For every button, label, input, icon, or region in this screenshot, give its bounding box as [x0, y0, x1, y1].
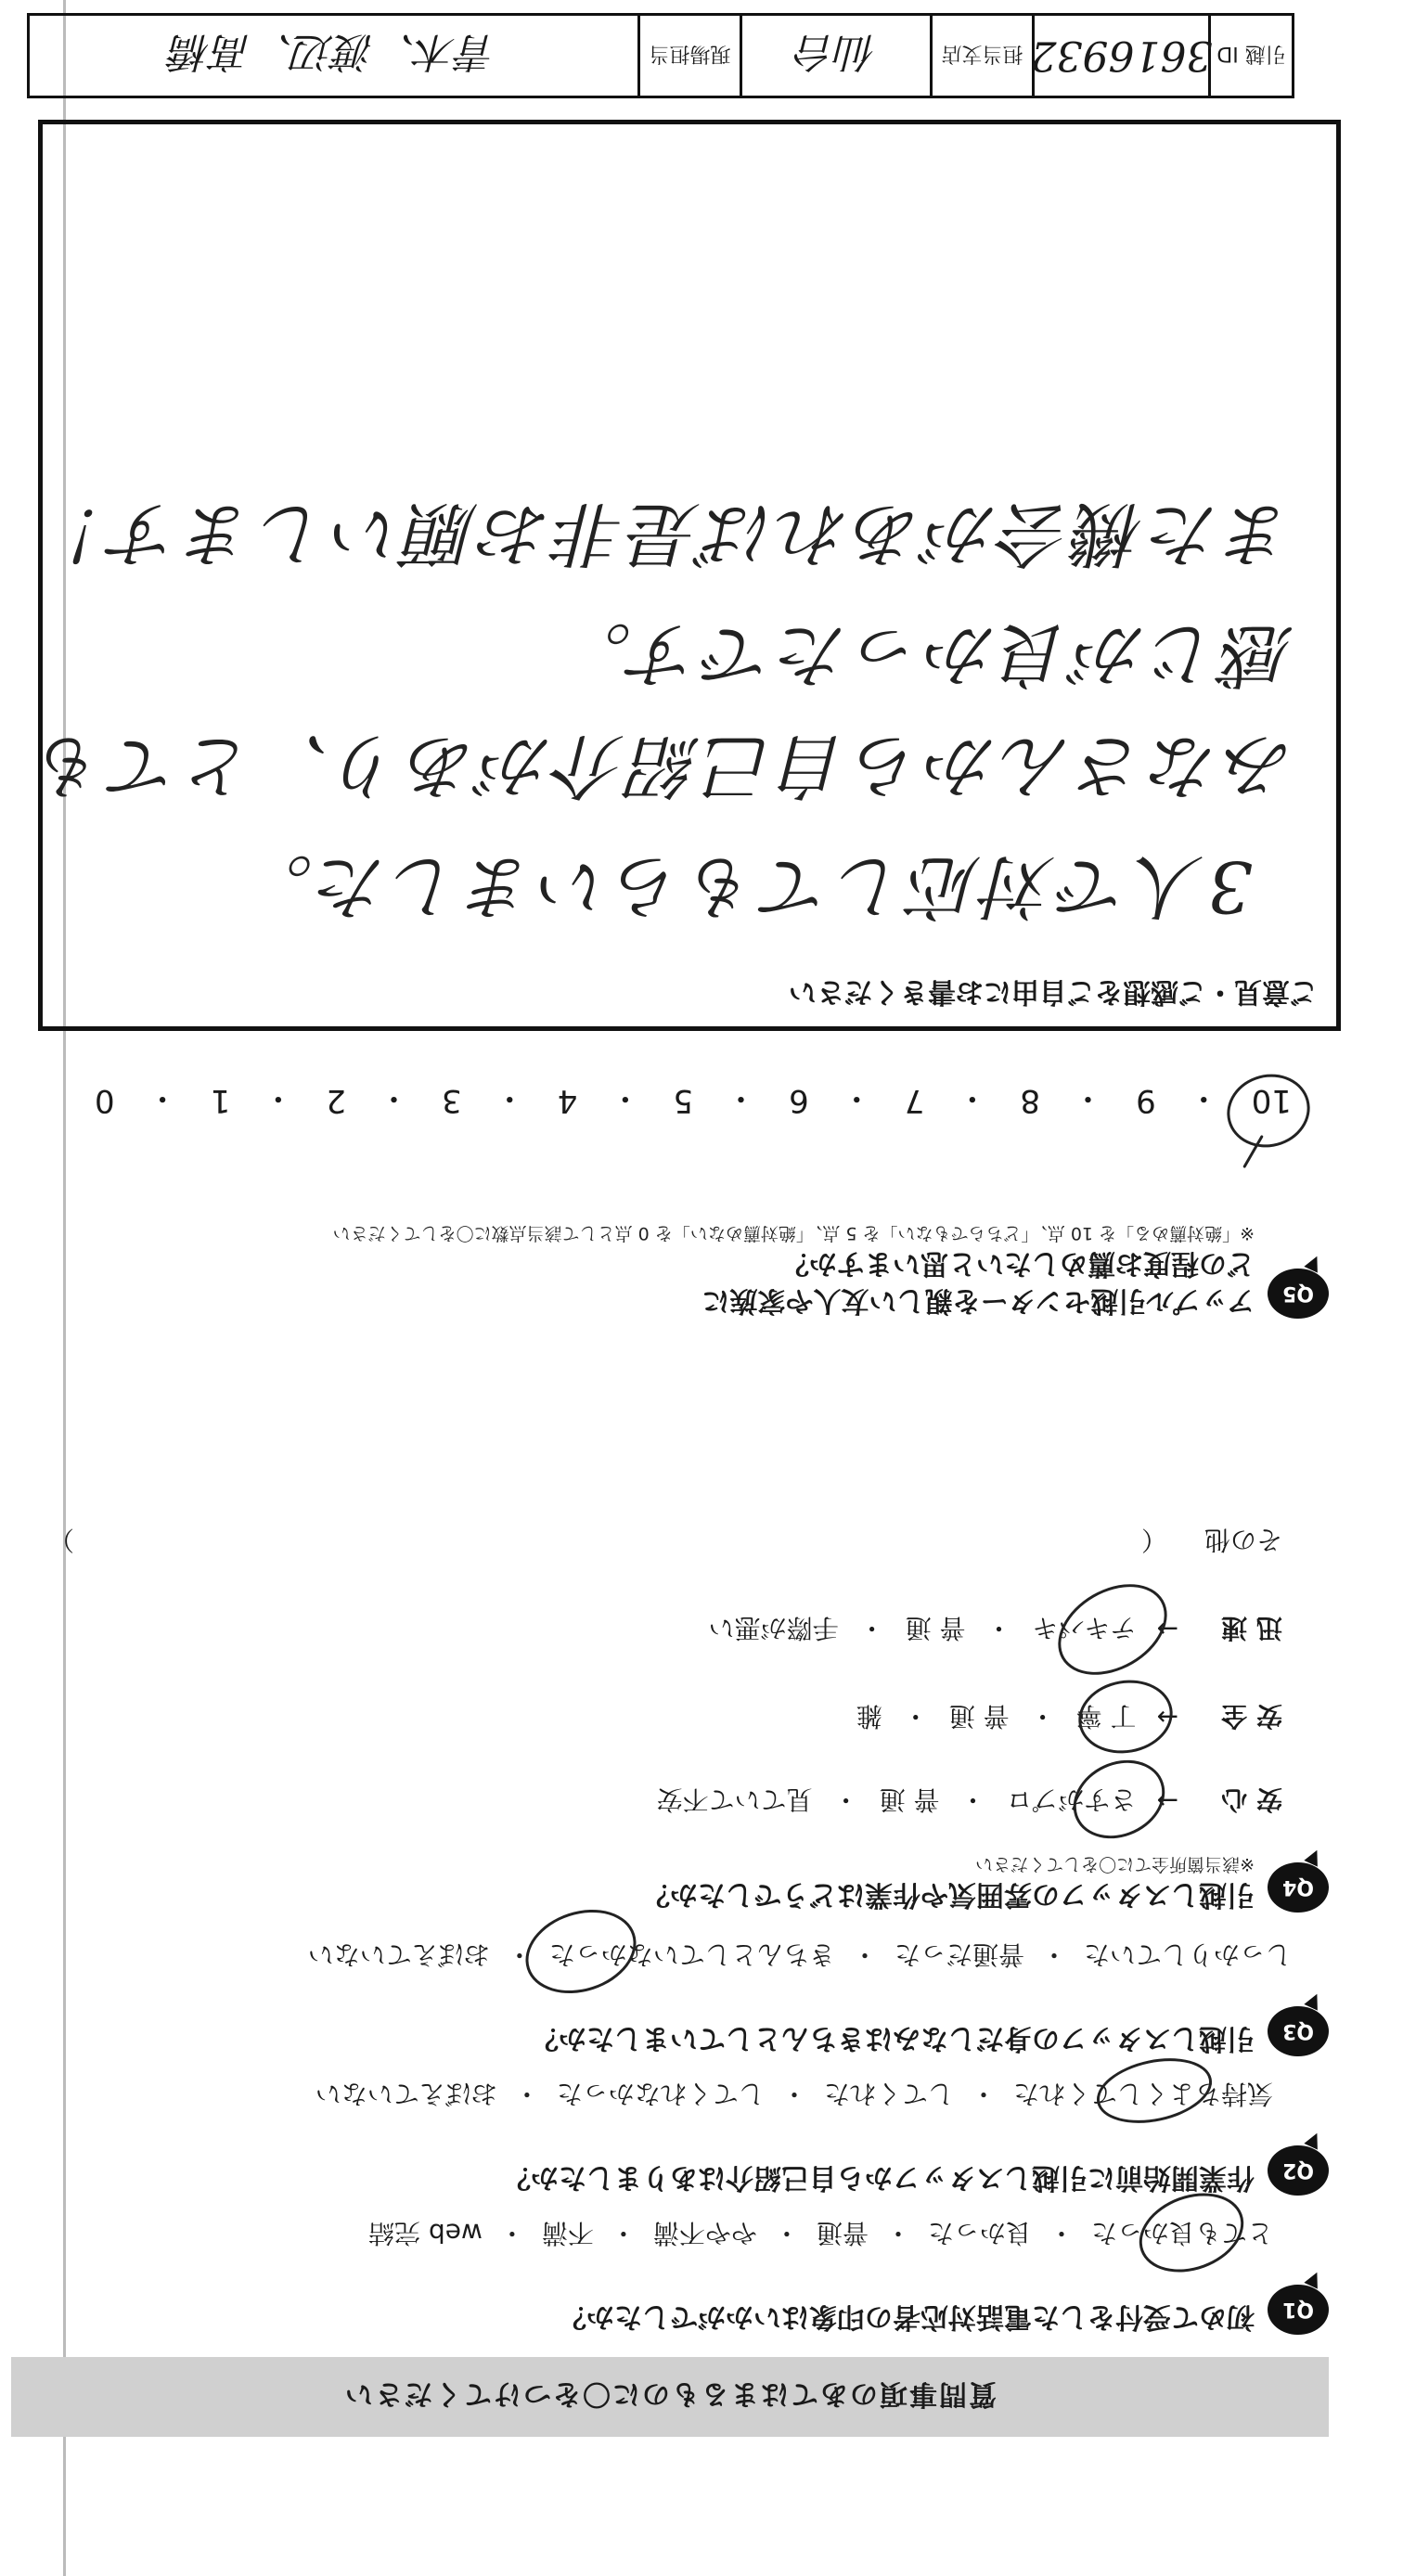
q4-jinsoku-mark [1042, 1565, 1183, 1693]
comment-title: ご意見・ご感想をご自由にお書きください [789, 975, 1318, 1008]
q4-row-jinsoku: 迅 速 → テキパキ ・ 普 通 ・ 手際が悪い [709, 1611, 1282, 1648]
q4-option[interactable]: 雑 [856, 1701, 882, 1732]
q4-option[interactable]: さすがプロ [1006, 1784, 1137, 1815]
q5-text-line2: どの程度お薦めしたいと思いますか？ [781, 1247, 1255, 1280]
q3-option-2[interactable]: 普通だった [894, 1939, 1024, 1970]
scale-4[interactable]: 4 [557, 1082, 578, 1120]
q4-option[interactable]: 普 通 [948, 1701, 1010, 1732]
q4-row-label: 安 心 [1221, 1784, 1282, 1815]
q4-other-open: （ [1140, 1525, 1167, 1555]
q1-options: とても良かった ・ 良かった ・ 普通 ・ やや不満 ・ 不満 ・ web 完結 [368, 2216, 1273, 2253]
staff-label: 現場担当 [649, 42, 731, 66]
comment-line-3: 感じが良かったです。 [558, 613, 1294, 696]
q5-note: ※「絶対薦める」を 10 点、「どちらでもない」を 5 点、「絶対薦めない」を 0 点として該当点数に〇をしてください [332, 1223, 1255, 1243]
q4-row-label: 迅 速 [1221, 1613, 1282, 1643]
q2-option-4[interactable]: おぼえていない [315, 2079, 497, 2109]
scale-3[interactable]: 3 [442, 1082, 462, 1120]
q4-row-anshin: 安 心 → さすがプロ ・ 普 通 ・ 見ていて不安 [657, 1783, 1282, 1820]
q1-option-6[interactable]: web 完結 [368, 2218, 483, 2248]
scale-10[interactable]: 10 [1251, 1082, 1292, 1120]
q4-text: 引越しスタッフの雰囲気や作業はどうでしたか？ [642, 1878, 1255, 1911]
q5-text-line1: アップル引越センターを親しい友人や家族に [702, 1284, 1255, 1317]
q3-option-3[interactable]: きちんとしていなかった [548, 1939, 835, 1970]
staff-value: 青木、渡辺、髙橋 [170, 28, 497, 75]
comment-line-2: みなさんから自己紹介があり、とても [32, 725, 1294, 807]
comment-line-4: また機会があれば是非お願いします！ [32, 493, 1294, 575]
q4-option[interactable]: 丁 寧 [1075, 1701, 1137, 1732]
q1-option-5[interactable]: 不満 [541, 2218, 594, 2248]
scale-8[interactable]: 8 [1020, 1082, 1041, 1120]
q2-options: 気持ちよくしてくれた ・ してくれた ・ してくれなかった ・ おぼえていない [315, 2077, 1273, 2114]
q5-scale: 10 ・ 9 ・ 8 ・ 7 ・ 6 ・ 5 ・ 4 ・ 3 ・ 2 ・ 1 ・ 0 [95, 1079, 1292, 1120]
q4-badge: Q4 [1268, 1862, 1329, 1913]
scale-0[interactable]: 0 [95, 1082, 115, 1120]
q2-option-1[interactable]: 気持ちよくしてくれた [1012, 2079, 1273, 2109]
q2-selection-mark [1091, 2049, 1218, 2133]
q2-badge: Q2 [1268, 2145, 1329, 2196]
scale-9[interactable]: 9 [1136, 1082, 1156, 1120]
q4-other [48, 1523, 1282, 1560]
q4-row-label: 安 全 [1221, 1701, 1282, 1732]
q4-note: ※該当箇所全てに〇をしてください [975, 1854, 1255, 1874]
q4-option[interactable]: 普 通 [905, 1613, 966, 1643]
q1-option-4[interactable]: やや不満 [652, 2218, 757, 2248]
id-label: 引越 ID [1216, 42, 1286, 66]
comment-line-1: 3人で対応してもらいました。 [238, 845, 1253, 928]
scale-7[interactable]: 7 [904, 1082, 925, 1120]
q5-badge: Q5 [1268, 1269, 1329, 1319]
q4-option[interactable]: 普 通 [879, 1784, 940, 1815]
id-table [27, 13, 1294, 98]
q1-text: 初めて受付をした電話対応者の印象はいかがでしたか？ [559, 2300, 1255, 2333]
q3-options: しっかりしていた ・ 普通だった ・ きちんとしていなかった ・ おぼえていない [308, 1938, 1292, 1975]
comment-box[interactable] [32, 120, 1341, 1031]
q1-badge: Q1 [1268, 2285, 1329, 2335]
id-value: 3616932 [1030, 32, 1213, 80]
branch-label: 担当支店 [941, 42, 1023, 66]
q3-badge: Q3 [1268, 2006, 1329, 2056]
branch-value: 仙台 [795, 28, 877, 75]
q1-option-3[interactable]: 普通 [816, 2218, 869, 2248]
q4-option[interactable]: 手際が悪い [708, 1613, 839, 1643]
scale-6[interactable]: 6 [789, 1082, 809, 1120]
q2-text: 作業開始前に引越しスタッフから自己紹介はありましたか？ [503, 2161, 1255, 2194]
q4-row-anzen: 安 全 → 丁 寧 ・ 普 通 ・ 雑 [856, 1699, 1282, 1736]
instruction-banner: 質問事項のあてはまるものに〇をつけてください [11, 2357, 1329, 2437]
q3-text: 引越しスタッフの身だしなみはきちんとしていましたか？ [531, 2022, 1255, 2054]
q1-option-1[interactable]: とても良かった [1090, 2218, 1273, 2248]
q3-option-1[interactable]: しっかりしていた [1083, 1939, 1292, 1970]
q4-other-label: その他 [1203, 1525, 1282, 1555]
scale-1[interactable]: 1 [210, 1082, 231, 1120]
q2-option-3[interactable]: してくれなかった [556, 2079, 765, 2109]
q3-option-4[interactable]: おぼえていない [307, 1939, 490, 1970]
q2-option-2[interactable]: してくれた [823, 2079, 954, 2109]
q4-other-close: ） [48, 1525, 75, 1555]
q4-option[interactable]: テキパキ [1032, 1613, 1137, 1643]
scale-2[interactable]: 2 [326, 1082, 346, 1120]
q4-option[interactable]: 見ていて不安 [656, 1784, 813, 1815]
q4-anshin-mark [1061, 1745, 1178, 1853]
q1-option-2[interactable]: 良かった [927, 2218, 1032, 2248]
q3-selection-mark [515, 1896, 648, 2006]
q4-anzen-mark [1073, 1673, 1178, 1761]
scale-5[interactable]: 5 [673, 1082, 694, 1120]
